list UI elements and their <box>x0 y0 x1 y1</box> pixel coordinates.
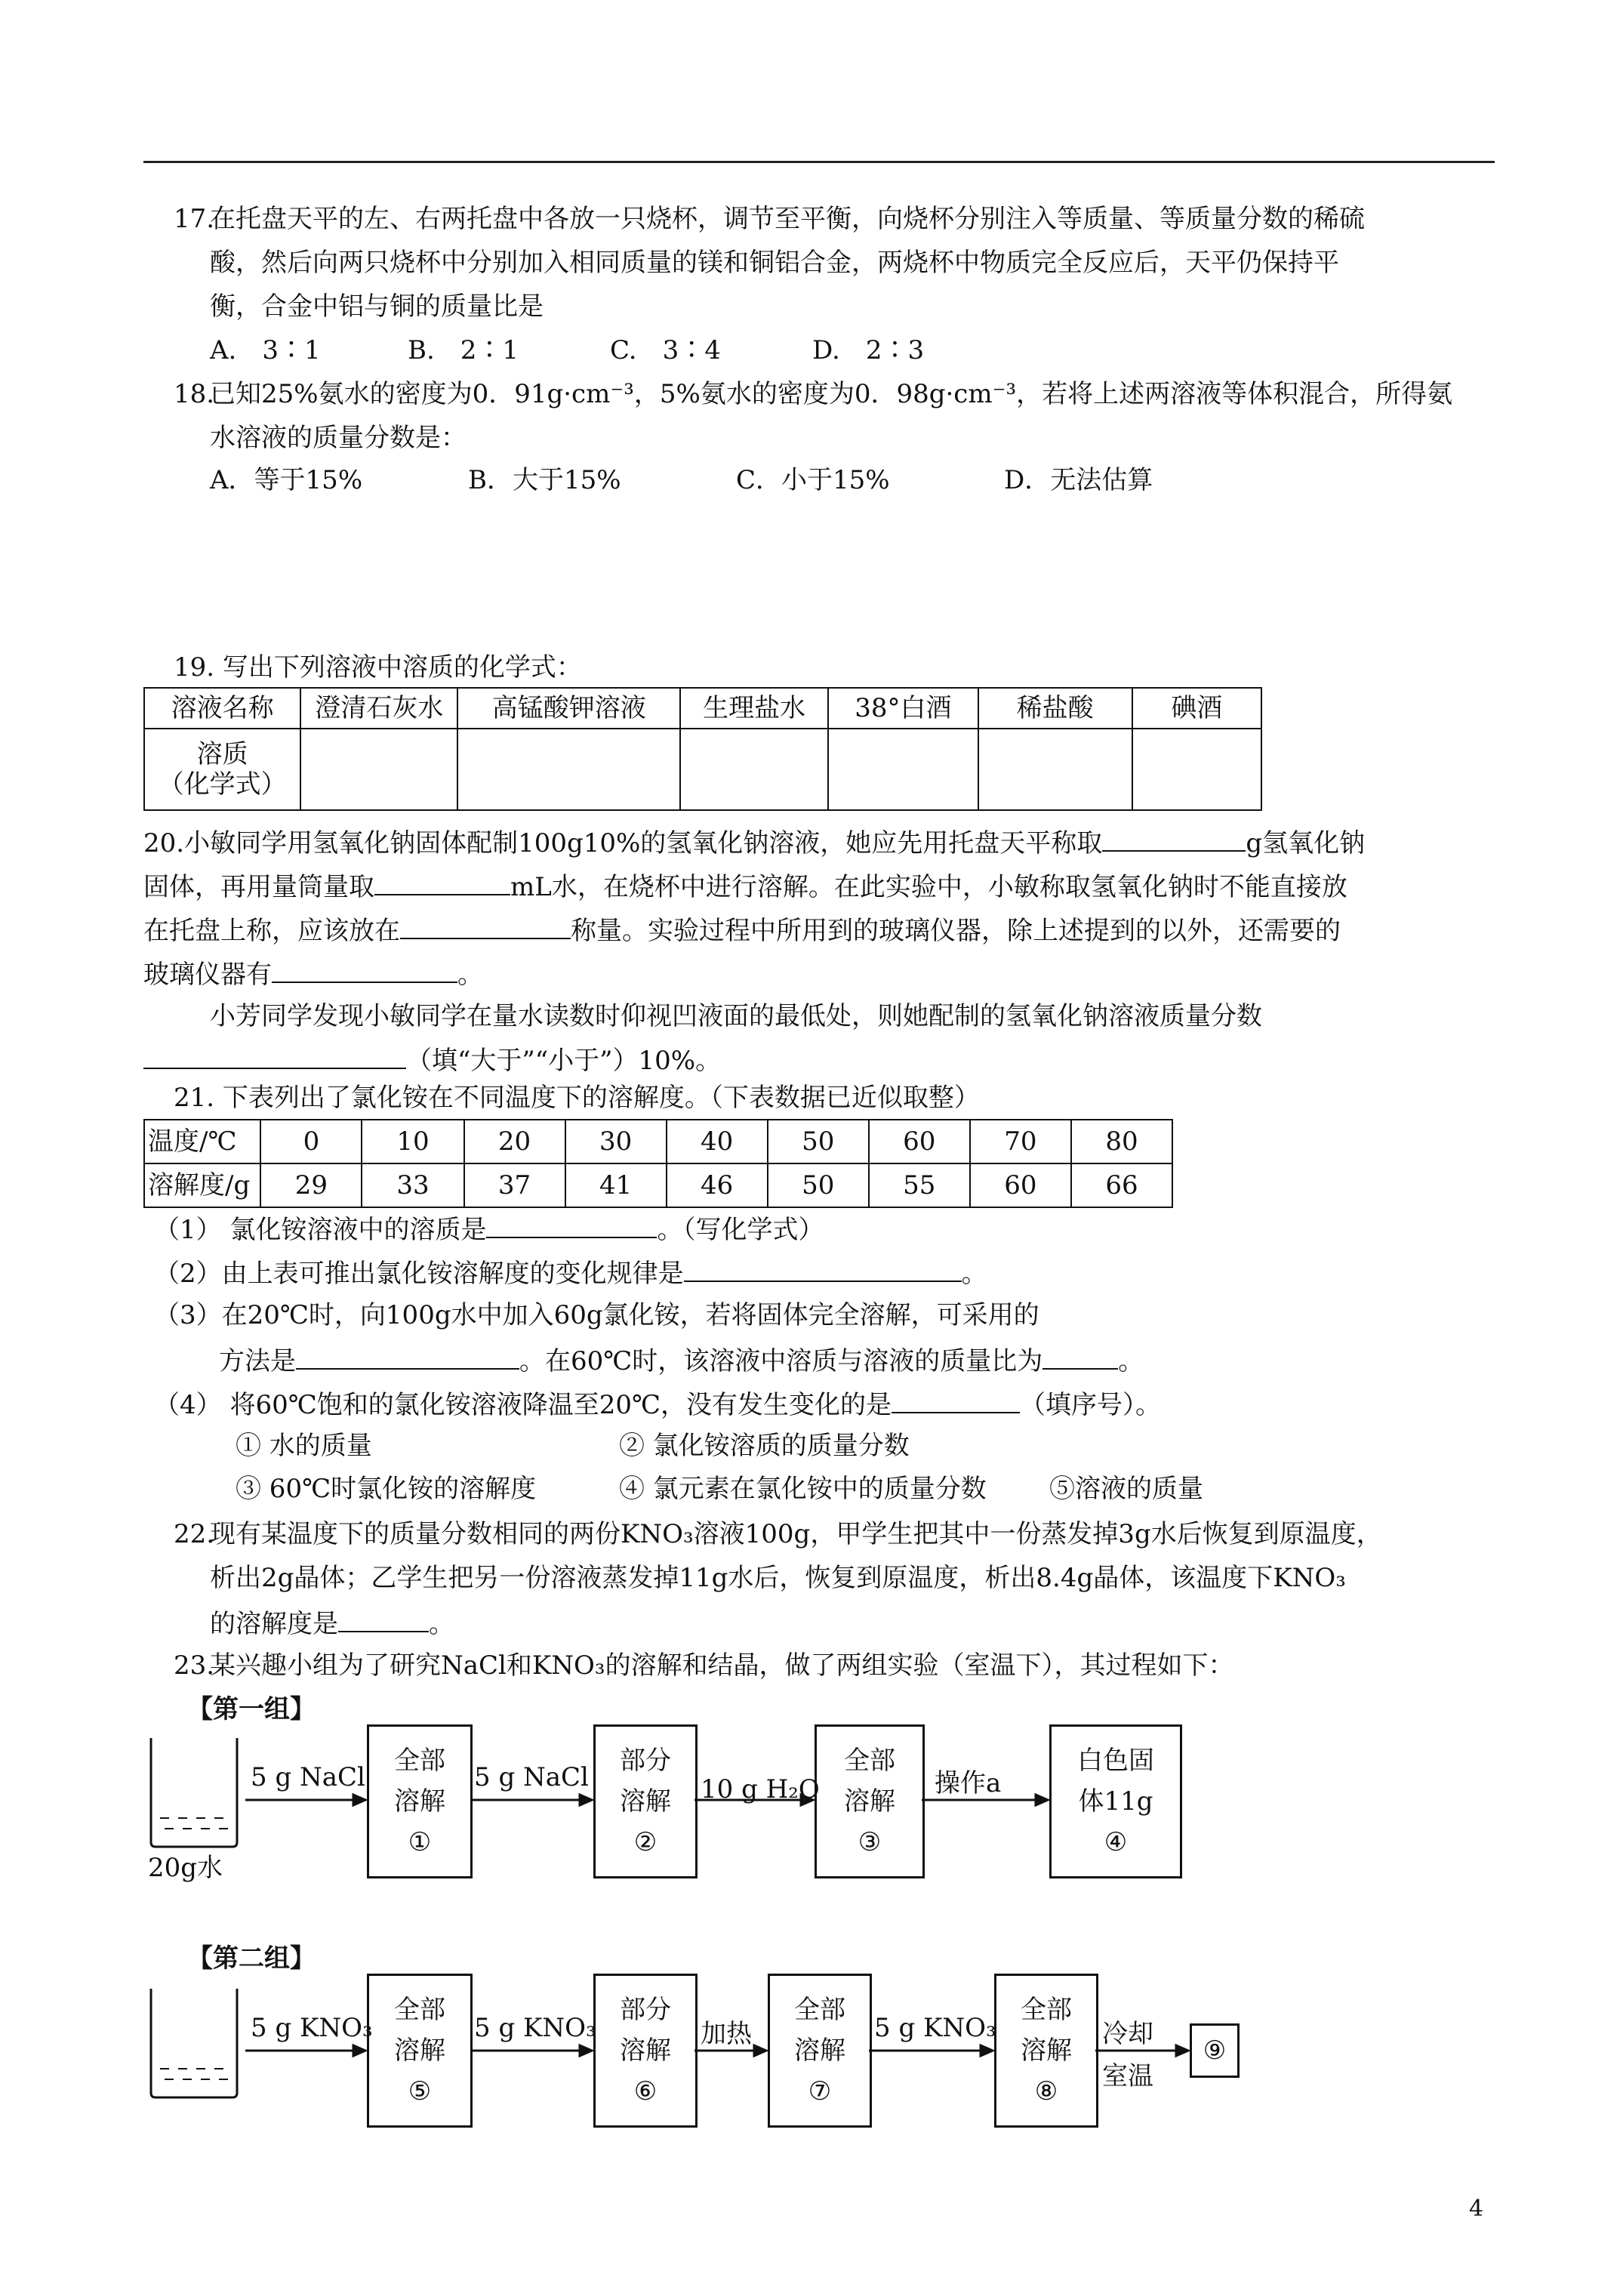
temp-cell: 50 <box>768 1120 869 1163</box>
temp-cell: 10 <box>362 1120 463 1163</box>
temp-cell: 60 <box>869 1120 970 1163</box>
arrow-label: 冷却 <box>1102 2019 1153 2049</box>
step-text: 溶解 <box>794 2036 845 2066</box>
solubility-cell: 66 <box>1071 1163 1172 1207</box>
q18-line2: 水溶液的质量分数是： <box>210 423 467 453</box>
temp-cell: 40 <box>667 1120 768 1163</box>
step-text: 溶解 <box>844 1786 895 1817</box>
step-box-7 <box>768 1974 872 2128</box>
q18-number: 18. <box>174 379 215 409</box>
q18-option-a: A．等于15% <box>210 465 363 495</box>
q21-option-1: ① 水的质量 <box>236 1431 372 1461</box>
solubility-cell: 46 <box>667 1163 768 1207</box>
temp-cell: 80 <box>1071 1120 1172 1163</box>
step-text: 体11g <box>1078 1786 1153 1817</box>
q17-line1: 在托盘天平的左、右两托盘中各放一只烧杯，调节至平衡，向烧杯分别注入等质量、等质量分数的稀硫 <box>210 204 1365 234</box>
q21-option-2: ② 氯化铵溶质的质量分数 <box>619 1431 910 1461</box>
q21-text: 方法是 <box>219 1346 296 1376</box>
arrow-label: 室温 <box>1102 2061 1153 2091</box>
q19-title: 19. 写出下列溶液中溶质的化学式： <box>174 652 582 683</box>
step-box-9 <box>1190 2023 1240 2078</box>
q22-text: 的溶解度是 <box>210 1609 338 1639</box>
q18-option-b: B．大于15% <box>468 465 621 495</box>
arrow-label: 加热 <box>701 2019 752 2049</box>
q22-number: 22. <box>174 1519 215 1549</box>
q19-header-cell: 澄清石灰水 <box>300 688 457 729</box>
q23-number: 23. <box>174 1650 215 1681</box>
arrow-label: 5 g NaCl <box>251 1762 365 1792</box>
q18-option-d: D．无法估算 <box>1004 465 1153 495</box>
q21-title: 21. 下表列出了氯化铵在不同温度下的溶解度。（下表数据已近似取整） <box>174 1083 980 1113</box>
step-box-2 <box>593 1724 698 1878</box>
step-box-1 <box>367 1724 473 1878</box>
group2-label: 【第二组】 <box>187 1943 316 1974</box>
step-box-6 <box>593 1974 698 2128</box>
step-text: 溶解 <box>394 1786 445 1817</box>
water-label: 20g水 <box>148 1853 223 1883</box>
solubility-cell: 29 <box>260 1163 362 1207</box>
temp-cell: 0 <box>260 1120 362 1163</box>
q19-header-cell: 稀盐酸 <box>978 688 1132 729</box>
q23-line1: 某兴趣小组为了研究NaCl和KNO₃的溶解和结晶，做了两组实验（室温下），其过程如下： <box>210 1650 1234 1681</box>
beaker-icon <box>151 1738 237 1847</box>
step-box-4 <box>1049 1724 1182 1878</box>
step-text: 部分 <box>620 1995 671 2025</box>
step-box-3 <box>815 1724 925 1878</box>
q22-line2: 析出2g晶体；乙学生把另一份溶液蒸发掉11g水后，恢复到原温度，析出8.4g晶体，该温度下KNO₃ <box>210 1563 1346 1593</box>
step-box-8 <box>994 1974 1098 2128</box>
q17-option-a: A. 3∶1 <box>210 335 321 365</box>
q20-text: 。 <box>457 960 483 990</box>
q21-row-label: 温度/℃ <box>144 1120 260 1163</box>
q20-text: 20.小敏同学用氢氧化钠固体配制100g10%的氢氧化钠溶液，她应先用托盘天平称取 <box>143 828 1103 858</box>
step-text: 全部 <box>394 1746 445 1776</box>
q19-row-label-2: （化学式） <box>158 769 287 800</box>
arrow-label: 5 g KNO₃ <box>874 2013 996 2043</box>
arrow-label: 5 g NaCl <box>474 1762 589 1792</box>
step-number: ① <box>408 1827 432 1857</box>
q18-option-c: C．小于15% <box>736 465 890 495</box>
arrow-head <box>353 1795 365 1805</box>
q17-option-d: D. 2∶3 <box>812 335 925 365</box>
q19-header-cell: 生理盐水 <box>680 688 828 729</box>
solubility-cell: 55 <box>869 1163 970 1207</box>
step-text: 白色固 <box>1077 1746 1154 1776</box>
step-text: 全部 <box>794 1995 845 2025</box>
q20-text: 在托盘上称，应该放在 <box>143 916 400 946</box>
q21-option-5: ⑤溶液的质量 <box>1049 1474 1203 1504</box>
step-text: 全部 <box>844 1746 895 1776</box>
solubility-cell: 41 <box>565 1163 667 1207</box>
q22-line1: 现有某温度下的质量分数相同的两份KNO₃溶液100g，甲学生把其中一份蒸发掉3g水后恢复到原温度， <box>210 1519 1382 1549</box>
q20-text: mL水，在烧杯中进行溶解。在此实验中，小敏称取氢氧化钠时不能直接放 <box>510 872 1347 902</box>
temp-cell: 20 <box>464 1120 565 1163</box>
solubility-cell: 60 <box>970 1163 1071 1207</box>
q21-text: 。（写化学式） <box>657 1215 824 1245</box>
solubility-cell: 50 <box>768 1163 869 1207</box>
step-box-5 <box>367 1974 473 2128</box>
step-number: ⑧ <box>1034 2076 1058 2106</box>
q17-option-b: B. 2∶1 <box>408 335 519 365</box>
page-number: 4 <box>1469 2196 1484 2222</box>
q19-header-cell: 38°白酒 <box>828 688 978 729</box>
q20-text: （填“大于”“小于”）10%。 <box>406 1046 722 1076</box>
group1-label: 【第一组】 <box>187 1694 316 1724</box>
q17-option-c: C. 3∶4 <box>610 335 721 365</box>
step-number: ⑥ <box>633 2076 658 2106</box>
step-number: ⑦ <box>808 2076 832 2106</box>
q19-header-cell: 碘酒 <box>1132 688 1261 729</box>
step-number: ③ <box>858 1827 882 1857</box>
arrow-label: 10 g H₂O <box>701 1774 820 1804</box>
q21-text: （1） 氯化铵溶液中的溶质是 <box>154 1215 487 1245</box>
step-number: ② <box>633 1827 658 1857</box>
q21-part3: （3）在20℃时，向100g水中加入60g氯化铵，若将固体完全溶解，可采用的 <box>154 1300 1039 1330</box>
q21-option-3: ③ 60℃时氯化铵的溶解度 <box>236 1474 537 1504</box>
solubility-cell: 37 <box>464 1163 565 1207</box>
q19-header-cell: 高锰酸钾溶液 <box>457 688 680 729</box>
step-text: 溶解 <box>1021 2036 1072 2066</box>
arrow-head <box>1036 1795 1048 1805</box>
q21-text: （2）由上表可推出氯化铵溶解度的变化规律是 <box>154 1259 684 1289</box>
step-text: 部分 <box>620 1746 671 1776</box>
q19-row-label-1: 溶质 <box>196 739 248 769</box>
q21-text: （4） 将60℃饱和的氯化铵溶液降温至20℃，没有发生变化的是 <box>154 1390 892 1420</box>
temp-cell: 70 <box>970 1120 1071 1163</box>
step-text: 全部 <box>394 1995 445 2025</box>
q20-line5: 小芳同学发现小敏同学在量水读数时仰视凹液面的最低处，则她配制的氢氧化钠溶液质量分数 <box>210 1001 1262 1031</box>
q21-text: 。 <box>1118 1346 1144 1376</box>
q20-text: 称量。实验过程中所用到的玻璃仪器，除上述提到的以外，还需要的 <box>571 916 1341 946</box>
q21-text: 。在60℃时，该溶液中溶质与溶液的质量比为 <box>519 1346 1043 1376</box>
step-number: ⑨ <box>1203 2036 1227 2066</box>
step-text: 溶解 <box>620 1786 671 1817</box>
q20-text: 玻璃仪器有 <box>143 960 272 990</box>
beaker-icon <box>151 1989 237 2097</box>
q22-text: 。 <box>429 1609 454 1639</box>
step-text: 溶解 <box>620 2036 671 2066</box>
arrow-label: 5 g KNO₃ <box>251 2013 373 2043</box>
q20-text: 固体，再用量筒量取 <box>143 872 374 902</box>
q19-header-cell: 溶液名称 <box>144 688 300 729</box>
solubility-cell: 33 <box>362 1163 463 1207</box>
arrow-label: 操作a <box>935 1768 1002 1798</box>
q17-line2: 酸，然后向两只烧杯中分别加入相同质量的镁和铜铝合金，两烧杯中物质完全反应后，天平仍保持平 <box>210 248 1339 278</box>
q21-text: 。 <box>961 1259 987 1289</box>
arrow-head <box>580 1795 592 1805</box>
step-number: ④ <box>1104 1827 1128 1857</box>
water-dashes <box>160 1818 228 1829</box>
q18-line1: 已知25%氨水的密度为0．91g·cm⁻³，5%氨水的密度为0．98g·cm⁻³，若将上述两溶液等体积混合，所得氨 <box>210 379 1453 409</box>
q21-option-4: ④ 氯元素在氯化铵中的质量分数 <box>619 1474 987 1504</box>
arrow-label: 5 g KNO₃ <box>474 2013 596 2043</box>
temp-cell: 30 <box>565 1120 667 1163</box>
q17-number: 17. <box>174 204 215 234</box>
step-text: 溶解 <box>394 2036 445 2066</box>
q21-row-label: 溶解度/g <box>144 1163 260 1207</box>
step-number: ⑤ <box>408 2076 432 2106</box>
step-text: 全部 <box>1021 1995 1072 2025</box>
q21-text: （填序号）。 <box>1020 1390 1162 1420</box>
q20-text: g氢氧化钠 <box>1246 828 1366 858</box>
q17-line3: 衡，合金中铝与铜的质量比是 <box>210 291 544 322</box>
